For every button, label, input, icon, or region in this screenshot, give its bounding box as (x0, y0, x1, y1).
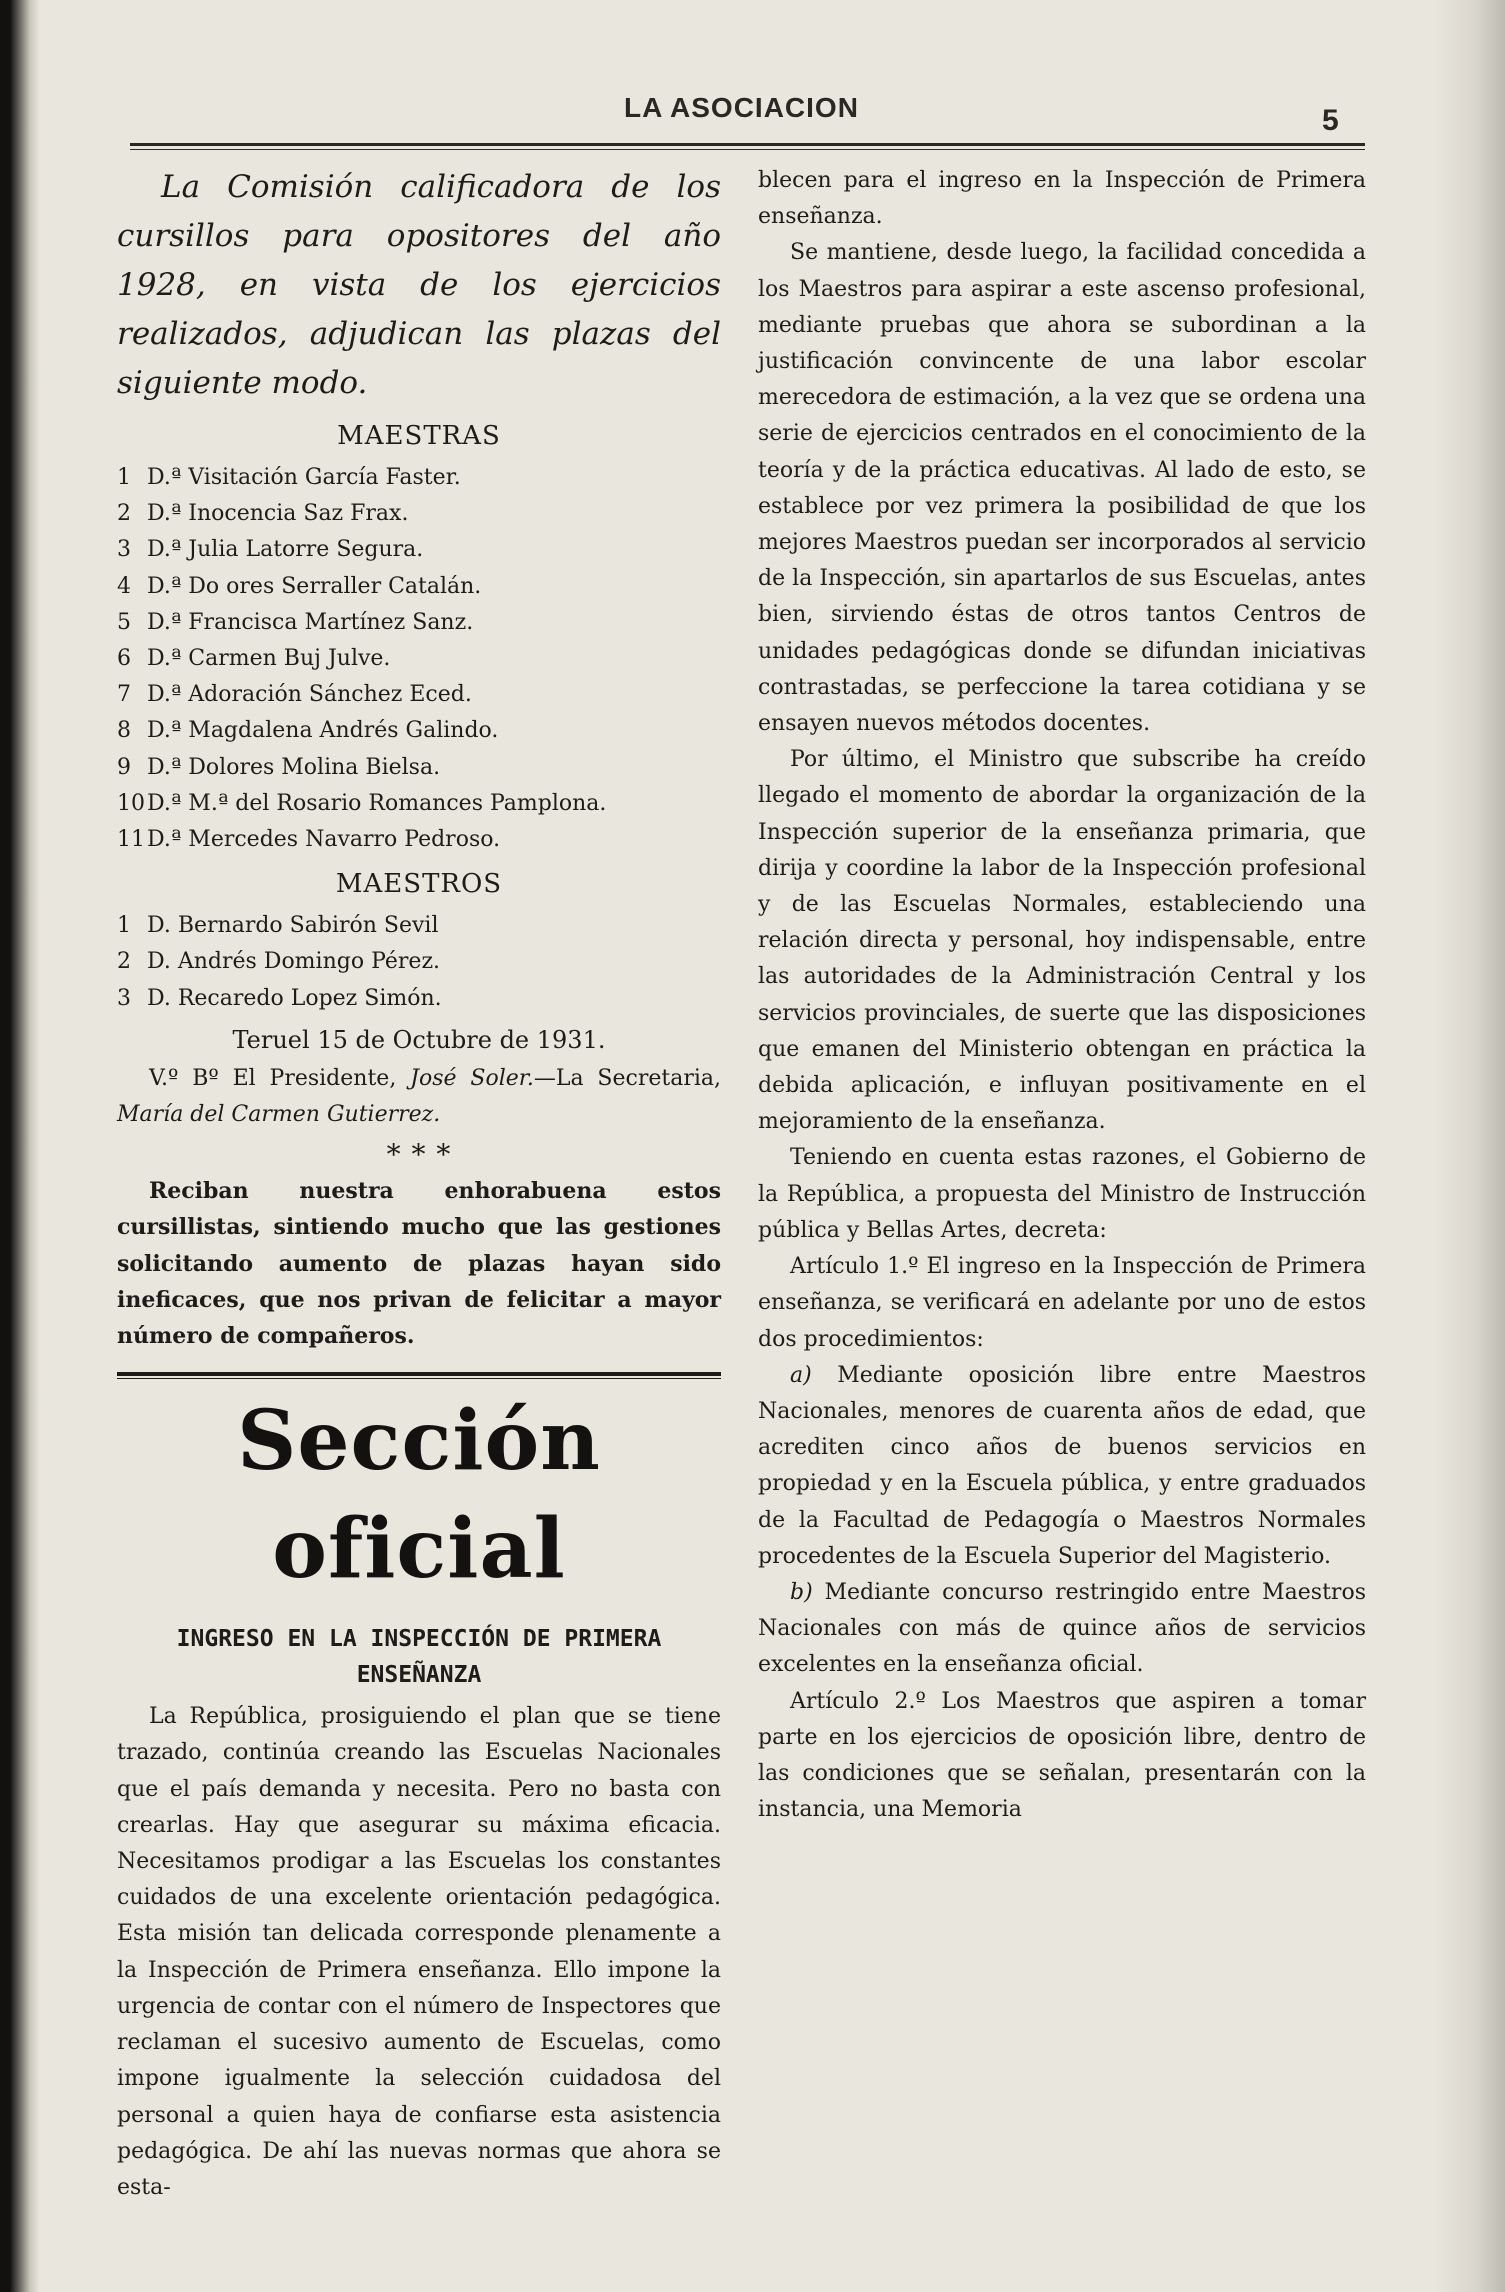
list-item: 1 D.ª Visitación García Faster. (117, 465, 461, 490)
header-rule (130, 143, 1365, 146)
list-item: 9 D.ª Dolores Molina Bielsa. (117, 754, 441, 780)
page-edge-right (1435, 0, 1505, 2292)
left-column (117, 163, 721, 2206)
list-item: 4 D.ª Do ores Serraller Catalán. (117, 573, 482, 599)
maestras-list (117, 460, 721, 858)
list-item: 3 D.ª Julia Latorre Segura. (117, 537, 424, 563)
preamble-paragraph-3: Por último, el Ministro que subscribe ha creído llegado el momento de abordar la organización de la Inspección superior de la enseñanza primaria, que dirija y coordine la labor de la Inspección profesional y de las Escuelas Normales, estableciendo una relación directa y personal, hoy indispensable, entre las autoridades de la Administración Central y los servicios provinciales, de suerte que las disposiciones que emanen del Ministerio obtengan en práctica la debida aplicación, e influyan positivamente en el mejoramiento de la enseñanza. (758, 747, 1366, 1135)
date-line: Teruel 15 de Octubre de 1931. (232, 1025, 606, 1054)
section-rule-thin (117, 1378, 721, 1379)
decree-preamble: La República, prosiguiendo el plan que se tiene trazado, continúa creando las Escuelas Nacionales que el país demanda y necesita. Pero no basta con crearlas. Hay que asegurar su máxima eficacia. Necesitamos prodigar a las Escuelas los constantes cuidados de una excelente orientación pedagógica. Esta misión tan delicada corresponde plenamente a la Inspección de Primera enseñanza. Ello impone la urgencia de contar con el número de Inspectores que reclaman el sucesivo aumento de Escuelas, como impone igualmente la selección cuidadosa del personal a quien haya de confiarse esta asistencia pedagógica. De ahí las nuevas normas que ahora se esta- (117, 1704, 721, 2200)
preamble-paragraph-2: Se mantiene, desde luego, la facilidad concedida a los Maestros para aspirar a este ascenso profesional, mediante pruebas que ahora se subordinan a la justificación convincente de una labor escolar merecedora de estimación, a la vez que se ordena una serie de ejercicios centrados en el conocimiento de la teoría y de la práctica educativas. Al lado de esto, se establece por vez primera la posibilidad de que los mejores Maestros puedan ser incorporados al servicio de la Inspección, sin apartarlos de sus Escuelas, antes bien, sirviendo éstas de otros tantos Centros de unidades pedagógicas donde se difundan iniciativas contrastadas, se perfeccione la tarea cotidiana y se ensayen nuevos métodos docentes. (758, 240, 1366, 737)
article-2: Artículo 2.º Los Maestros que aspiren a tomar parte en los ejercicios de oposición libre, dentro de las condiciones que se señalan, presentarán con la instancia, una Memoria (758, 1688, 1366, 1823)
list-item: 11 D.ª Mercedes Navarro Pedroso. (117, 827, 501, 853)
list-item: 10 D.ª M.ª del Rosario Romances Pamplona. (117, 790, 607, 816)
congratulations-paragraph: Reciban nuestra enhorabuena estos cursillistas, sintiendo mucho que las gestiones solicitando aumento de plazas hayan sido ineficaces, que nos privan de felicitar a mayor número de compañeros. (117, 1178, 721, 1350)
list-item: 2 D. Andrés Domingo Pérez. (117, 949, 441, 975)
article-subhead: INGRESO EN LA INSPECCIÓN DE PRIMERA ENSEÑANZA (176, 1626, 662, 1689)
asterism: * * * (386, 1138, 452, 1172)
section-title: Sección oficial (237, 1393, 601, 1598)
header-rule-thin (130, 149, 1365, 150)
maestros-list (117, 908, 721, 1017)
preamble-continuation: blecen para el ingreso en la Inspección de Primera enseñanza. (758, 168, 1366, 230)
page-edge-left (0, 0, 40, 2292)
article-1-item-a: a) Mediante oposición libre entre Maestros Nacionales, menores de cuarenta años de edad, que acrediten cinco años de buenos servicios en propiedad y en la Escuela pública, y entre graduados de la Facultad de Pedagogía o Maestros Normales procedentes de la Escuela Superior del Magisterio. (758, 1362, 1366, 1569)
list-item: 2 D.ª Inocencia Saz Frax. (117, 501, 409, 527)
list-item: 6 D.ª Carmen Buj Julve. (117, 646, 391, 672)
maestras-heading: MAESTRAS (337, 421, 501, 451)
section-rule (117, 1372, 721, 1376)
commission-intro: La Comisión calificadora de los cursillos para opositores del año 1928, en vista de los ejercicios realizados, adjudican las plazas del siguiente modo. (117, 169, 721, 401)
list-item: 8 D.ª Magdalena Andrés Galindo. (117, 718, 499, 744)
list-item: 5 D.ª Francisca Martínez Sanz. (117, 609, 474, 635)
list-item: 1 D. Bernardo Sabirón Sevil (117, 913, 439, 939)
article-1: Artículo 1.º El ingreso en la Inspección de Primera enseñanza, se verificará en adelante por uno de estos dos procedimientos: (758, 1254, 1366, 1352)
signature-line: V.º Bº El Presidente, José Soler.—La Secretaria, María del Carmen Gutierrez. (117, 1065, 721, 1128)
list-item: 3 D. Recaredo Lopez Simón. (117, 985, 442, 1011)
list-item: 7 D.ª Adoración Sánchez Eced. (117, 682, 472, 708)
page-number: 5 (1322, 104, 1339, 137)
article-1-item-b: b) Mediante concurso restringido entre Maestros Nacionales con más de quince años de servicios excelentes en la enseñanza oficial. (758, 1579, 1366, 1678)
right-column (758, 163, 1366, 1828)
preamble-paragraph-4: Teniendo en cuenta estas razones, el Gobierno de la República, a propuesta del Ministro de Instrucción pública y Bellas Artes, decreta: (758, 1145, 1366, 1243)
maestros-heading: MAESTROS (335, 869, 503, 900)
running-title: LA ASOCIACION (624, 92, 859, 123)
